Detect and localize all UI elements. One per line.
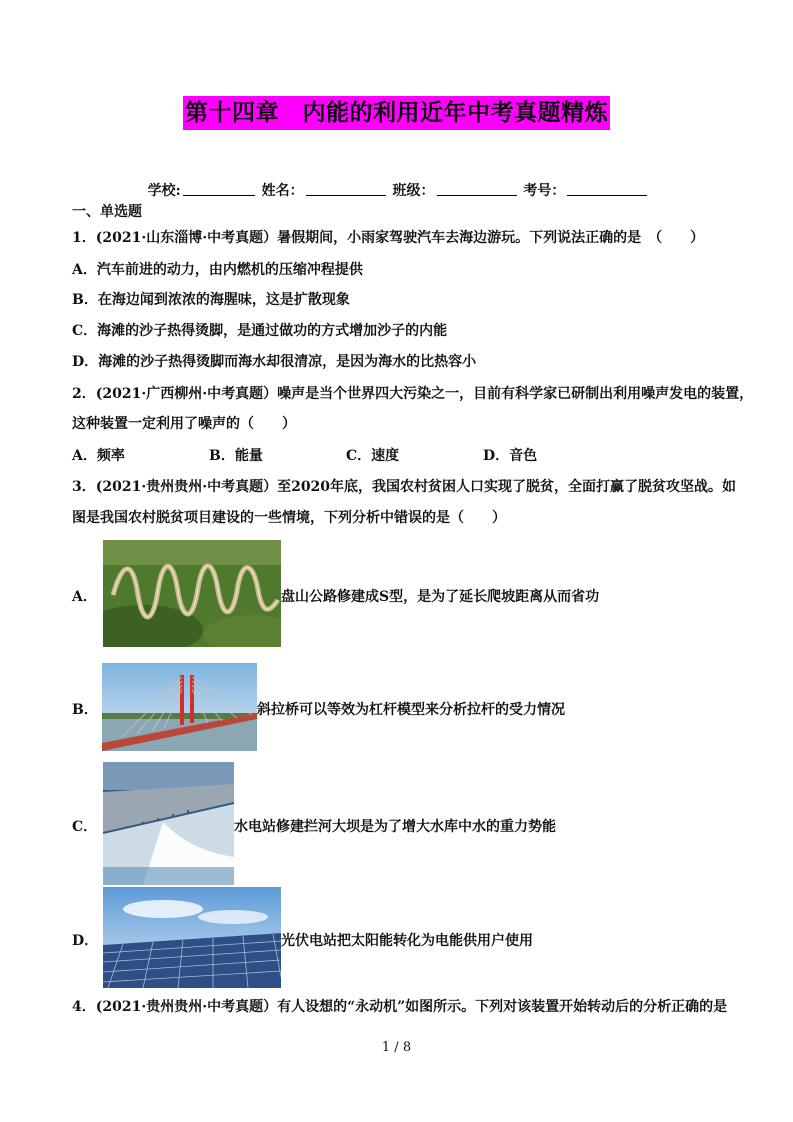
q3-option-d-text: 光伏电站把太阳能转化为电能供用户使用	[281, 933, 533, 949]
name-label: 姓名：	[261, 183, 304, 199]
q3-option-d-label: D．	[72, 933, 99, 949]
q3-option-c-text: 水电站修建拦河大坝是为了增大水库中水的重力势能	[234, 819, 556, 835]
mountain-road-image	[103, 540, 281, 647]
q3-option-a	[72, 540, 712, 647]
q3-option-c	[72, 762, 712, 885]
q3-stem-line1: 3．(2021·贵州贵州·中考真题）至2020年底，我国农村贫困人口实现了脱贫，全面打赢了脱贫攻坚战。如	[72, 479, 737, 495]
q4-stem: 4．(2021·贵州贵州·中考真题）有人设想的“永动机”如图所示。下列对该装置开始转动后的分析正确的是	[72, 999, 728, 1015]
q1-option-d: D．海滩的沙子热得烫脚而海水却很清凉，是因为海水的比热容小	[72, 354, 477, 370]
q1-stem: 1．(2021·山东淄博·中考真题）暑假期间，小雨家驾驶汽车去海边游玩。下列说法正确的是 （ ）	[72, 230, 705, 246]
student-info	[0, 180, 793, 200]
q2-stem-line2: 这种装置一定利用了噪声的（ ）	[72, 416, 296, 432]
q3-option-b-text: 斜拉桥可以等效为杠杆模型来分析拉杆的受力情况	[257, 702, 565, 718]
q3-option-c-label: C．	[72, 819, 98, 835]
title-wrap	[0, 96, 793, 130]
q3-option-a-label: A．	[72, 589, 97, 605]
q3-option-b	[72, 663, 712, 751]
solar-farm-image	[103, 887, 281, 988]
q1-option-c: C．海滩的沙子热得烫脚，是通过做功的方式增加沙子的内能	[72, 323, 448, 339]
class-blank[interactable]	[437, 182, 517, 196]
section-heading: 一、单选题	[72, 204, 142, 220]
q2-option-a: A．频率	[72, 448, 125, 464]
hydro-dam-image	[103, 762, 234, 885]
page-title: 第十四章 内能的利用近年中考真题精炼	[183, 96, 610, 130]
number-blank[interactable]	[567, 182, 647, 196]
school-blank[interactable]	[183, 182, 255, 196]
q1-option-b: B．在海边闻到浓浓的海腥味，这是扩散现象	[72, 292, 350, 308]
number-label: 考号：	[523, 183, 566, 199]
q3-option-b-label: B．	[72, 702, 98, 718]
school-label: 学校:	[147, 183, 181, 199]
page-number: 1 / 8	[381, 1040, 412, 1055]
q1-option-a: A．汽车前进的动力，由内燃机的压缩冲程提供	[72, 262, 363, 278]
q2-options	[72, 445, 537, 465]
q2-option-c: C．速度	[346, 448, 400, 464]
q3-option-a-text: 盘山公路修建成S型，是为了延长爬坡距离从而省功	[281, 589, 600, 605]
name-blank[interactable]	[306, 182, 386, 196]
q2-option-d: D．音色	[483, 448, 538, 464]
q3-stem-line2: 图是我国农村脱贫项目建设的一些情境，下列分析中错误的是（ ）	[72, 510, 506, 526]
cable-bridge-image	[102, 663, 257, 751]
q3-option-d	[72, 887, 712, 988]
class-label: 班级：	[392, 183, 435, 199]
q2-option-b: B．能量	[209, 448, 263, 464]
q2-stem-line1: 2．(2021·广西柳州·中考真题）噪声是当个世界四大污染之一，目前有科学家已研制出利用噪声发电的装置，	[72, 386, 754, 402]
